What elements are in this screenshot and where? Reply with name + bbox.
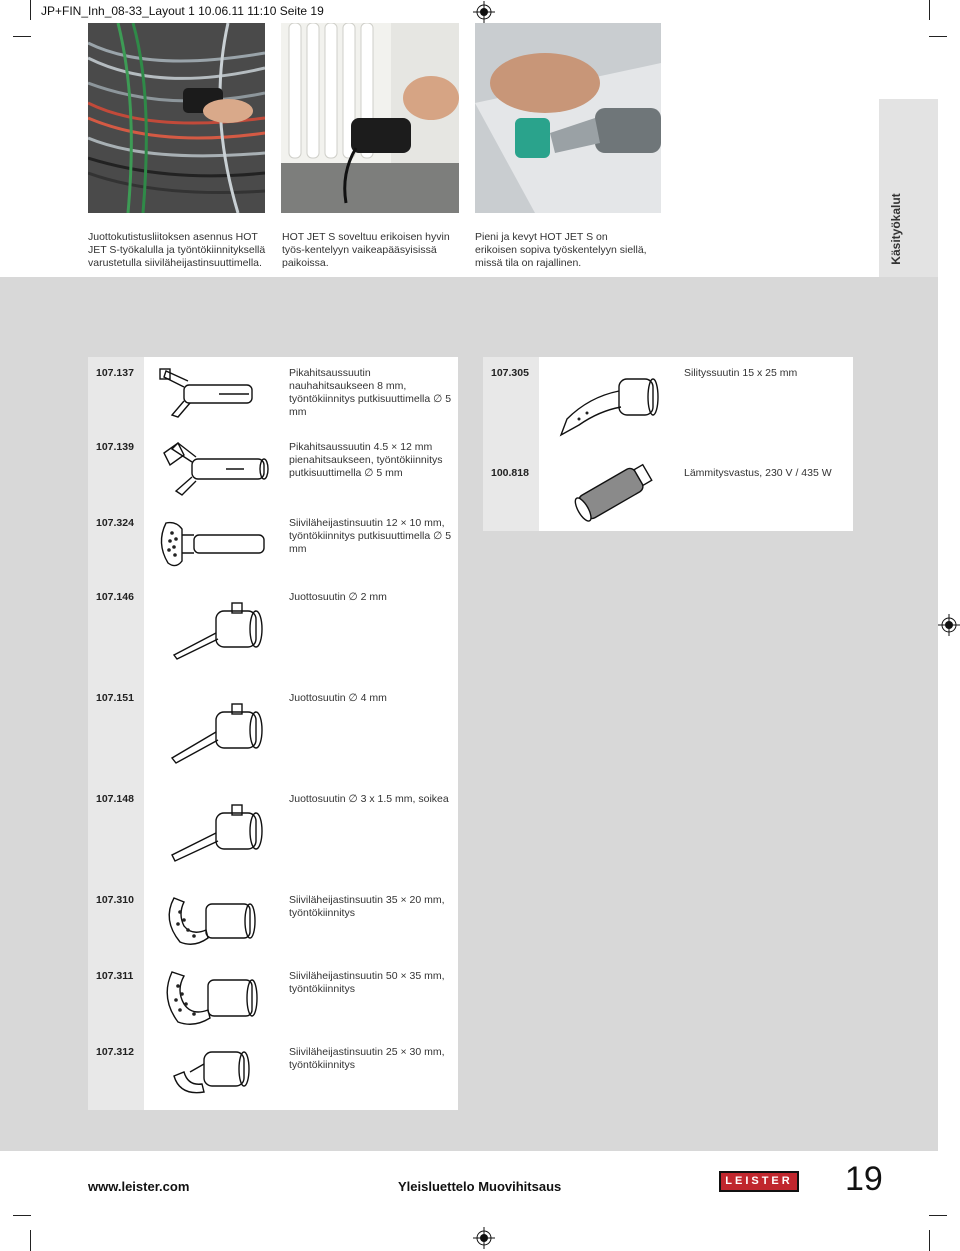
footer-catalog-title: Yleisluettelo Muovihitsaus <box>398 1179 562 1194</box>
photo-caption: HOT JET S soveltuu erikoisen hyvin työs-kentelyyn vaikeapääsyisissä paikoissa. <box>282 231 450 269</box>
product-description: Siiviläheijastinsuutin 25 × 30 mm, työntökiinnitys <box>289 1046 445 1071</box>
crop-mark <box>13 1215 31 1216</box>
product-code: 107.139 <box>96 441 134 453</box>
product-description: Silityssuutin 15 x 25 mm <box>684 367 798 379</box>
reflector-nozzle-icon <box>144 1042 286 1104</box>
product-description: Siiviläheijastinsuutin 50 × 35 mm, työntökiinnitys <box>289 970 445 995</box>
section-tab-label: Käsityökalut <box>889 193 903 265</box>
photo-roof-welding <box>281 23 459 213</box>
product-row <box>483 457 853 531</box>
crop-mark <box>30 0 31 20</box>
product-code: 100.818 <box>491 467 529 479</box>
print-slug: JP+FIN_Inh_08-33_Layout 1 10.06.11 11:10 Seite 19 <box>41 4 324 18</box>
solder-nozzle-icon <box>144 696 286 776</box>
registration-mark-icon <box>473 1 495 23</box>
product-code: 107.312 <box>96 1046 134 1058</box>
crop-mark <box>13 36 31 37</box>
crop-mark <box>929 0 930 20</box>
smoothing-nozzle-icon <box>539 367 681 449</box>
product-code: 107.137 <box>96 367 134 379</box>
photo-cable-soldering <box>88 23 265 213</box>
product-row <box>88 1036 458 1110</box>
product-description: Siiviläheijastinsuutin 12 × 10 mm, työntökiinnitys putkisuuttimella ∅ 5 mm <box>289 517 452 555</box>
solder-nozzle-icon <box>144 595 286 675</box>
product-description: Lämmitysvastus, 230 V / 435 W <box>684 467 832 479</box>
product-code: 107.324 <box>96 517 134 529</box>
crop-mark <box>929 1215 947 1216</box>
section-tab <box>879 99 938 277</box>
product-row <box>88 357 458 431</box>
product-code: 107.310 <box>96 894 134 906</box>
speed-weld-nozzle-icon <box>144 363 286 425</box>
product-description: Juottosuutin ∅ 3 x 1.5 mm, soikea <box>289 793 449 805</box>
product-description: Pikahitsaussuutin nauhahitsaukseen 8 mm, työntökiinnitys putkisuuttimella ∅ 5 mm <box>289 367 452 418</box>
heating-element-icon <box>539 463 681 525</box>
product-description: Siiviläheijastinsuutin 35 × 20 mm, työntökiinnitys <box>289 894 445 919</box>
reflector-nozzle-icon <box>144 890 286 954</box>
product-row <box>88 431 458 507</box>
solder-nozzle-icon <box>144 797 286 877</box>
product-row <box>88 884 458 960</box>
product-row <box>483 357 853 457</box>
crop-mark <box>929 1230 930 1251</box>
reflector-nozzle-icon <box>144 966 286 1030</box>
photo-small-tool <box>475 23 661 213</box>
product-code: 107.311 <box>96 970 134 982</box>
product-code: 107.151 <box>96 692 134 704</box>
product-code: 107.146 <box>96 591 134 603</box>
product-row <box>88 783 458 884</box>
footer-website-link[interactable]: www.leister.com <box>88 1179 190 1194</box>
photo-caption: Juottokutistusliitoksen asennus HOT JET S-työkalulla ja työntökiinnityksellä varustetulla siiviläheijastinsuuttimella. <box>88 231 266 269</box>
product-code: 107.148 <box>96 793 134 805</box>
leister-logo: LEISTER <box>719 1171 799 1192</box>
product-row <box>88 581 458 682</box>
reflector-nozzle-icon <box>144 515 286 575</box>
product-code: 107.305 <box>491 367 529 379</box>
photo-caption: Pieni ja kevyt HOT JET S on erikoisen sopiva työskentelyyn siellä, missä tila on rajallinen. <box>475 231 647 269</box>
crop-mark <box>30 1230 31 1251</box>
registration-mark-icon <box>938 614 960 636</box>
product-description: Juottosuutin ∅ 4 mm <box>289 692 387 704</box>
registration-mark-icon <box>473 1227 495 1249</box>
product-description: Juottosuutin ∅ 2 mm <box>289 591 387 603</box>
product-description: Pikahitsaussuutin 4.5 × 12 mm pienahitsaukseen, työntökiinnitys putkisuuttimella ∅ 5 mm <box>289 441 443 479</box>
crop-mark <box>929 36 947 37</box>
page-number: 19 <box>845 1160 883 1198</box>
speed-weld-nozzle-icon <box>144 437 286 501</box>
product-row <box>88 507 458 581</box>
product-row <box>88 682 458 783</box>
product-row <box>88 960 458 1036</box>
